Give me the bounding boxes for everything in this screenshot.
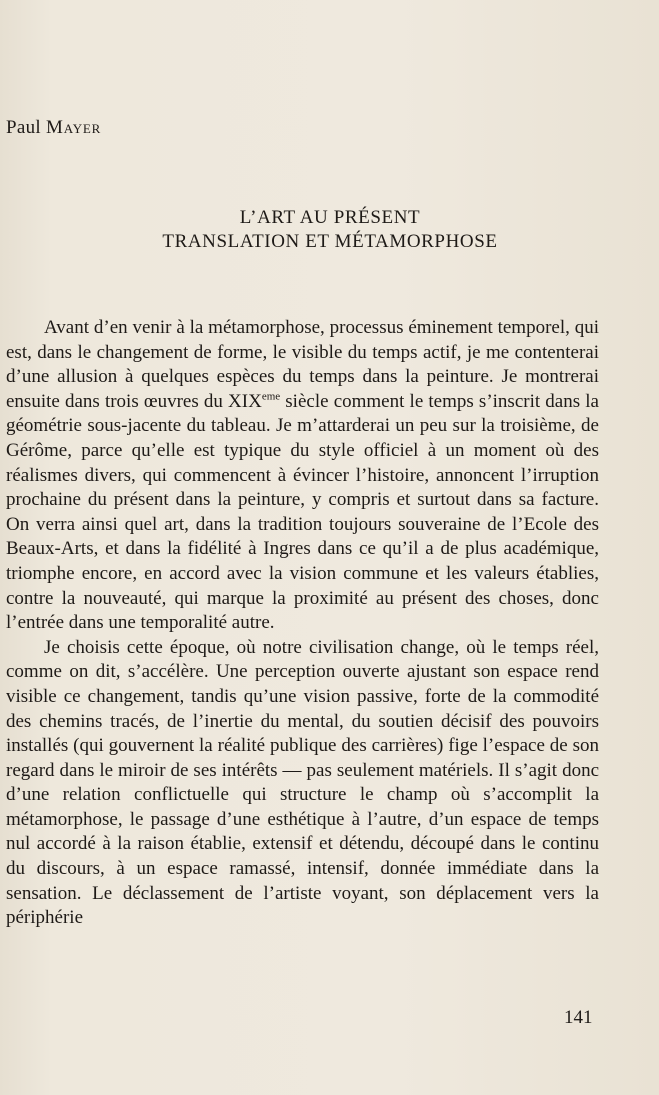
author-last-name: Mayer <box>46 117 102 138</box>
paragraph-2: Je choisis cette époque, où notre civilisation change, où le temps réel, comme on dit, s’accélère. Une perception ouverte ajustant son espace rend visible ce changement, tandis qu’une vision passive, forte de la commodité des chemins tracés, de l’inertie du mental, du soutien décisif des pouvoirs installés (qui gouvernent la réalité publique des carrières) fige l’espace de son regard dans le miroir de ses intérêts — pas seulement matériels. Il s’agit donc d’une relation conflictuelle qui structure le champ où s’accomplit la métamorphose, le passage d’une esthétique à l’autre, d’un espace de temps nul accordé à la raison établie, extensif et détendu, découpé dans le continu du discours, à un espace ramassé, intensif, donnée immédiate dans la sensation. Le déclassement de l’artiste voyant, son déplacement vers la périphérie <box>6 636 599 929</box>
paragraph-1-part-b: siècle comment le temps s’inscrit dans la géométrie sous-jacente du tableau. Je m’attarderai un peu sur la troisième, de Gérôme, parce qu’elle est typique du style officiel à un moment où des réalismes divers, qui commencent à évincer l’histoire, annoncent l’irruption prochaine du présent dans la peinture, y compris et surtout dans sa facture. On verra ainsi quel art, dans la tradition toujours souveraine de l’Ecole des Beaux-Arts, et dans la fidélité à Ingres dans ce qu’il a de plus académique, triomphe encore, en accord avec la vision commune et les valeurs établies, contre la nouveauté, qui marque la proximité au présent des choses, donc l’entrée dans une temporalité autre. <box>6 390 599 634</box>
body-text <box>6 316 599 931</box>
author-name <box>6 117 101 139</box>
paragraph-1-part-a: Avant d’en venir à la métamorphose, processus éminement temporel, qui est, dans le changement de forme, le visible du temps actif, je me contenterai d’une allusion à quelques espèces du temps dans la peinture. Je montrerai ensuite dans trois œuvres du XIX <box>6 317 599 412</box>
title-line-1: L’ART AU PRÉSENT <box>239 207 421 228</box>
page-number: 141 <box>564 1007 593 1028</box>
century-superscript: eme <box>261 390 281 403</box>
title-line-2: TRANSLATION ET MÉTAMORPHOSE <box>162 231 498 252</box>
author-first-name: Paul <box>6 117 41 138</box>
paragraph-1 <box>6 316 599 636</box>
